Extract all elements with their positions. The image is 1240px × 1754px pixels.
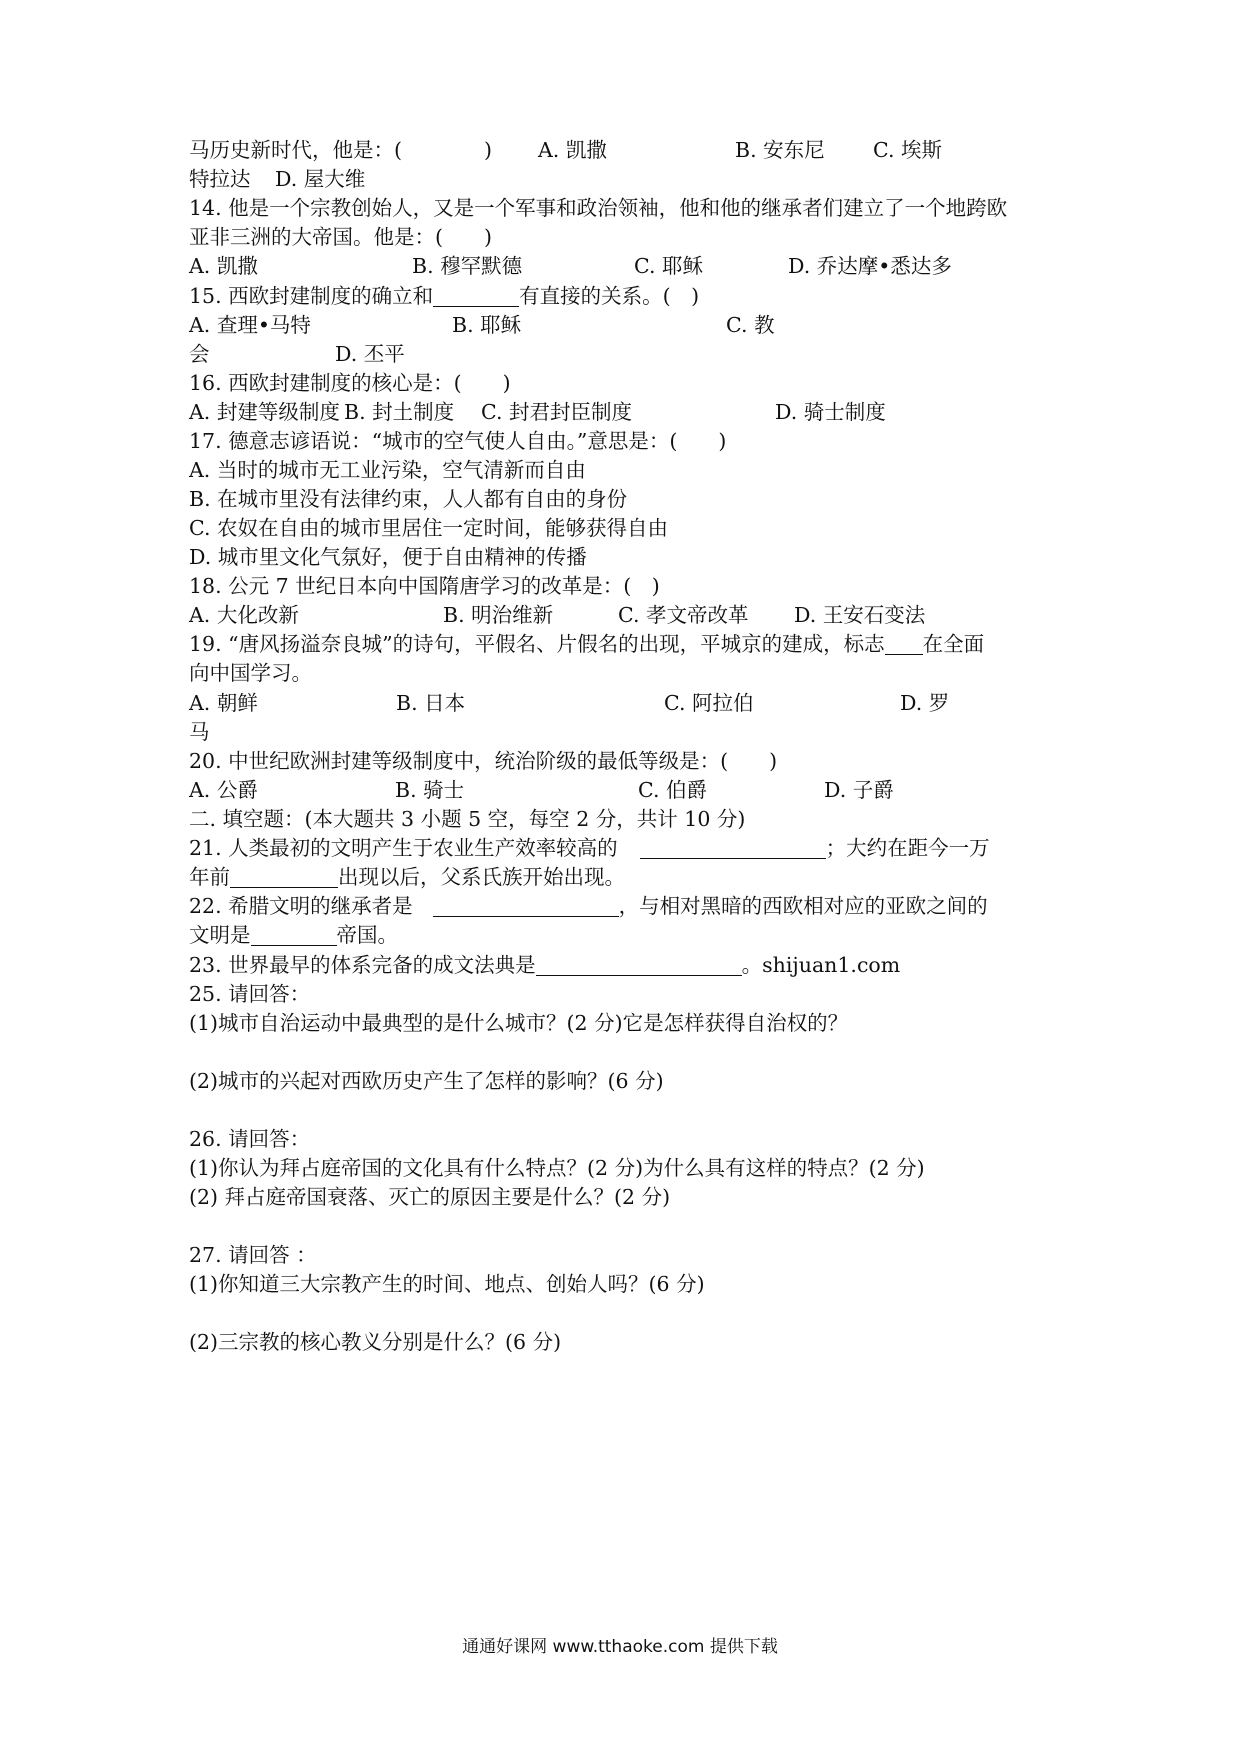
q15-option-a: A. 查理•马特 — [189, 313, 311, 337]
q17-option-b: B. 在城市里没有法律约束，人人都有自由的身份 — [189, 487, 628, 511]
q20-option-d: D. 子爵 — [824, 778, 894, 802]
q20-option-c: C. 伯爵 — [638, 778, 707, 802]
q19-stem-post: 在全面 — [922, 632, 985, 656]
q21-blank-1[interactable] — [640, 836, 826, 859]
q23-blank[interactable] — [536, 953, 742, 976]
q13-option-a: A. 凯撒 — [538, 138, 607, 162]
q14-option-d: D. 乔达摩•悉达多 — [788, 254, 952, 278]
q13-option-d: D. 屋大维 — [275, 167, 366, 191]
page-footer: 通通好课网 www.tthaoke.com 提供下载 — [462, 1637, 778, 1657]
q18-option-a: A. 大化改新 — [189, 603, 299, 627]
q25-part1: (1)城市自治运动中最典型的是什么城市？(2 分)它是怎样获得自治权的？ — [189, 1011, 849, 1035]
q15-blank[interactable] — [433, 284, 519, 307]
q27-part1: (1)你知道三大宗教产生的时间、地点、创始人吗？(6 分) — [189, 1272, 705, 1296]
q26-title: 26. 请回答： — [189, 1127, 311, 1151]
q19-stem-line1 — [189, 629, 984, 659]
q22-pre: 22. 希腊文明的继承者是 — [189, 894, 413, 918]
q17-option-d: D. 城市里文化气氛好，便于自由精神的传播 — [189, 545, 587, 569]
q13-option-c: C. 埃斯 — [873, 138, 942, 162]
q21-line2-pre: 年前 — [189, 865, 230, 889]
q13-stem: 马历史新时代，他是：( ) — [189, 138, 492, 162]
q15-stem — [189, 281, 699, 311]
q26-part1: (1)你认为拜占庭帝国的文化具有什么特点？(2 分)为什么具有这样的特点？(2 分) — [189, 1156, 925, 1180]
q19-continuation: 马 — [189, 720, 210, 744]
q22-line2-post: 帝国。 — [336, 923, 398, 947]
q17-stem: 17. 德意志谚语说：“城市的空气使人自由。”意思是：( ) — [189, 429, 727, 453]
q20-option-a: A. 公爵 — [189, 778, 258, 802]
q19-option-b: B. 日本 — [396, 691, 466, 715]
q13-option-b: B. 安东尼 — [735, 138, 825, 162]
q21-line2-post: 出现以后，父系氏族开始出现。 — [338, 865, 625, 889]
q22-line2-pre: 文明是 — [189, 923, 251, 947]
q18-option-b: B. 明治维新 — [443, 603, 554, 627]
q14-option-c: C. 耶稣 — [634, 254, 703, 278]
q13-continuation: 特拉达 — [189, 167, 251, 191]
q21-post: ；大约在距今一万 — [825, 836, 990, 860]
q17-option-a: A. 当时的城市无工业污染，空气清新而自由 — [189, 458, 586, 482]
q27-part2: (2)三宗教的核心教义分别是什么？(6 分) — [189, 1330, 562, 1354]
q19-option-a: A. 朝鲜 — [189, 691, 258, 715]
q19-option-d: D. 罗 — [900, 691, 950, 715]
q23-pre: 23. 世界最早的体系完备的成文法典是 — [189, 953, 536, 977]
q22-line2 — [189, 920, 398, 950]
q16-option-c: C. 封君封臣制度 — [481, 400, 632, 424]
q15-option-c: C. 教 — [726, 313, 775, 337]
q22-blank-1[interactable] — [433, 894, 619, 917]
q14-stem-line1: 14. 他是一个宗教创始人，又是一个军事和政治领袖，他和他的继承者们建立了一个地跨欧 — [189, 196, 1008, 220]
q27-title: 27. 请回答 ： — [189, 1243, 317, 1267]
q17-option-c: C. 农奴在自由的城市里居住一定时间，能够获得自由 — [189, 516, 668, 540]
q15-stem-pre: 15. 西欧封建制度的确立和 — [189, 284, 434, 308]
q22-blank-2[interactable] — [251, 923, 337, 946]
q16-stem: 16. 西欧封建制度的核心是：( ) — [189, 371, 511, 395]
q15-option-b: B. 耶稣 — [452, 313, 522, 337]
q21-line2 — [189, 862, 625, 892]
q19-blank[interactable] — [885, 632, 923, 655]
q19-option-c: C. 阿拉伯 — [664, 691, 754, 715]
q22-post: ，与相对黑暗的西欧相对应的亚欧之间的 — [618, 894, 988, 918]
q20-option-b: B. 骑士 — [395, 778, 465, 802]
q19-stem-line2: 向中国学习。 — [189, 661, 312, 685]
q19-stem-pre: 19. “唐风扬溢奈良城”的诗句，平假名、片假名的出现，平城京的建成，标志 — [189, 632, 885, 656]
q15-stem-post: 有直接的关系。( ) — [519, 284, 700, 308]
q18-option-c: C. 孝文帝改革 — [618, 603, 749, 627]
q18-stem: 18. 公元 7 世纪日本向中国隋唐学习的改革是：( ) — [189, 574, 660, 598]
q18-option-d: D. 王安石变法 — [794, 603, 926, 627]
q25-part2: (2)城市的兴起对西欧历史产生了怎样的影响？(6 分) — [189, 1069, 664, 1093]
q21-line1 — [189, 833, 990, 863]
q16-option-b: B. 封土制度 — [344, 400, 455, 424]
q16-option-a: A. 封建等级制度 — [189, 400, 340, 424]
q20-stem: 20. 中世纪欧洲封建等级制度中，统治阶级的最低等级是：( ) — [189, 749, 778, 773]
q14-option-b: B. 穆罕默德 — [412, 254, 523, 278]
q15-option-d: D. 丕平 — [335, 342, 405, 366]
q21-blank-2[interactable] — [230, 865, 338, 888]
q15-continuation: 会 — [189, 342, 210, 366]
q26-part2: (2) 拜占庭帝国衰落、灭亡的原因主要是什么？(2 分) — [189, 1185, 671, 1209]
q14-option-a: A. 凯撒 — [189, 254, 258, 278]
section-heading-fill-in: 二. 填空题：(本大题共 3 小题 5 空，每空 2 分，共计 10 分) — [189, 807, 746, 831]
q16-option-d: D. 骑士制度 — [775, 400, 886, 424]
q23-line — [189, 950, 900, 980]
q21-pre: 21. 人类最初的文明产生于农业生产效率较高的 — [189, 836, 618, 860]
q23-post: 。shijuan1.com — [741, 953, 901, 977]
q14-stem-line2: 亚非三洲的大帝国。他是：( ) — [189, 225, 492, 249]
q25-title: 25. 请回答： — [189, 982, 311, 1006]
q22-line1 — [189, 891, 988, 921]
